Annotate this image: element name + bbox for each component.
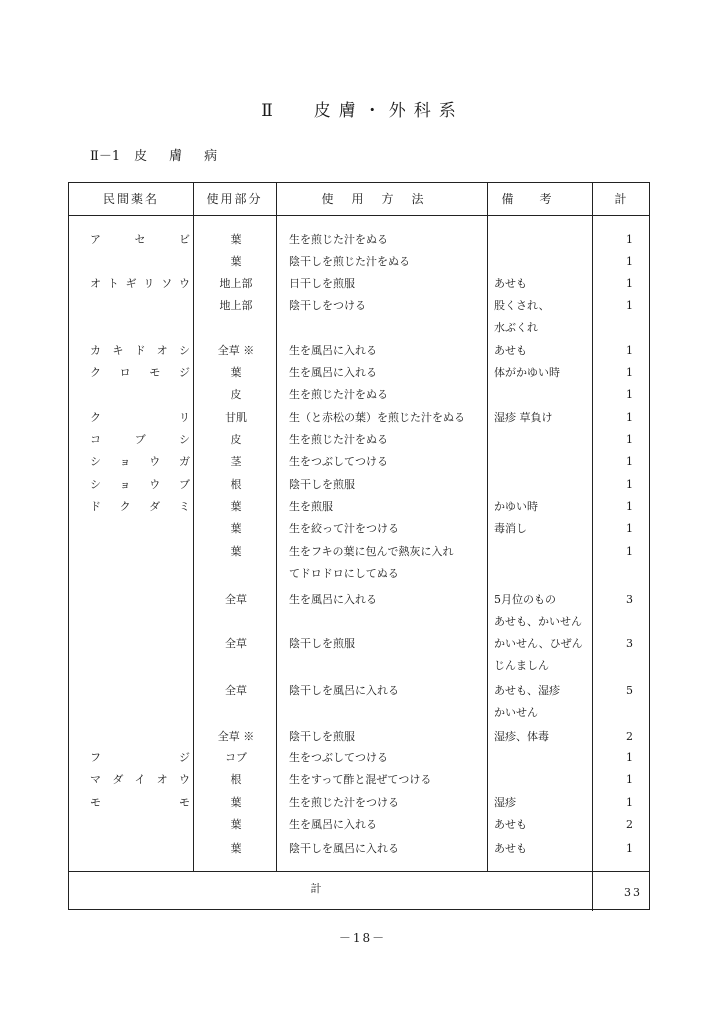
usage-method: 日干しを煎服 bbox=[289, 277, 355, 290]
count: 2 bbox=[626, 818, 633, 831]
part-used: 葉 bbox=[230, 842, 242, 855]
part-used: 地上部 bbox=[219, 299, 253, 312]
column-divider bbox=[276, 183, 277, 871]
part-used: 茎 bbox=[230, 455, 242, 468]
remarks: 水ぶくれ bbox=[494, 321, 538, 334]
remarks: 毒消し bbox=[494, 522, 527, 535]
remedy-name: カキドオシ bbox=[90, 344, 190, 357]
part-used: 葉 bbox=[230, 818, 242, 831]
usage-method: 生を煎じた汁をぬる bbox=[289, 388, 388, 401]
total-label: 計 bbox=[310, 882, 322, 895]
header-remarks: 備考 bbox=[501, 192, 578, 206]
page-number: －18－ bbox=[338, 931, 387, 945]
count: 1 bbox=[626, 478, 633, 491]
header-divider bbox=[69, 215, 649, 216]
part-used: 皮 bbox=[230, 388, 242, 401]
count: 3 bbox=[626, 593, 633, 606]
usage-method: 陰干しを風呂に入れる bbox=[289, 842, 399, 855]
part-used: 甘肌 bbox=[225, 411, 247, 424]
part-used: 葉 bbox=[230, 522, 242, 535]
chapter-title: 皮膚・外科系 bbox=[313, 101, 464, 121]
usage-method: 生をすって酢と混ぜてつける bbox=[289, 773, 432, 786]
remedy-name: モモ bbox=[90, 796, 190, 809]
count: 1 bbox=[626, 233, 633, 246]
count: 1 bbox=[626, 299, 633, 312]
usage-method: 陰干しを煎服 bbox=[289, 730, 355, 743]
remedy-name: フジ bbox=[90, 751, 190, 764]
remedy-name: ドクダミ bbox=[90, 500, 190, 513]
usage-method: 生を風呂に入れる bbox=[289, 366, 377, 379]
part-used: 葉 bbox=[230, 545, 242, 558]
usage-method: 生を煎服 bbox=[289, 500, 333, 513]
header-remedy-name: 民間薬名 bbox=[102, 192, 159, 206]
remarks: 体がかゆい時 bbox=[494, 366, 560, 379]
column-divider bbox=[487, 183, 488, 871]
page-title bbox=[0, 96, 725, 121]
part-used: 根 bbox=[230, 478, 242, 491]
part-used: 葉 bbox=[230, 500, 242, 513]
part-used: 根 bbox=[230, 773, 242, 786]
remarks: あせも bbox=[494, 842, 527, 855]
remedy-name: アセビ bbox=[90, 233, 190, 246]
usage-method: 生を煎じた汁をぬる bbox=[289, 433, 388, 446]
usage-method: 生を風呂に入れる bbox=[289, 593, 377, 606]
count: 1 bbox=[626, 522, 633, 535]
usage-method: 生を風呂に入れる bbox=[289, 344, 377, 357]
remarks: あせも、かいせん bbox=[494, 615, 582, 628]
remarks: 股くされ、 bbox=[494, 299, 550, 312]
count: 1 bbox=[626, 545, 633, 558]
usage-method: 生をフキの葉に包んで熱灰に入れ bbox=[289, 545, 454, 558]
remarks: 5月位のもの bbox=[494, 593, 556, 606]
count: 1 bbox=[626, 842, 633, 855]
remarks: かいせん、ひぜん bbox=[494, 637, 583, 650]
part-used: 全草 ※ bbox=[217, 344, 255, 357]
usage-method: 生を煎じた汁をぬる bbox=[289, 233, 388, 246]
count: 1 bbox=[626, 773, 633, 786]
header-part-used: 使用部分 bbox=[206, 192, 263, 206]
usage-method: 陰干しをつける bbox=[289, 299, 366, 312]
usage-method: てドロドロにしてぬる bbox=[289, 567, 399, 580]
remarks: 湿疹 bbox=[494, 796, 516, 809]
part-used: 葉 bbox=[230, 255, 242, 268]
usage-method: 生を煎じた汁をつける bbox=[289, 796, 399, 809]
remarks: あせも bbox=[494, 818, 527, 831]
part-used: 全草 bbox=[225, 637, 247, 650]
part-used: 地上部 bbox=[219, 277, 253, 290]
part-used: 葉 bbox=[230, 796, 242, 809]
remarks: あせも、湿疹 bbox=[494, 684, 560, 697]
remedy-name: クリ bbox=[90, 411, 190, 424]
part-used: 全草 bbox=[225, 684, 247, 697]
section-title: 皮膚病 bbox=[134, 149, 240, 164]
remarks: あせも bbox=[494, 277, 527, 290]
section-heading bbox=[90, 145, 239, 164]
usage-method: 生を絞って汁をつける bbox=[289, 522, 399, 535]
count: 1 bbox=[626, 433, 633, 446]
column-divider bbox=[193, 183, 194, 871]
remarks: 湿疹 草負け bbox=[494, 411, 553, 424]
count: 5 bbox=[626, 684, 633, 697]
total-divider bbox=[69, 871, 649, 872]
usage-method: 生をつぶしてつける bbox=[289, 455, 388, 468]
remarks: かいせん bbox=[494, 706, 538, 719]
remedy-name: クロモジ bbox=[90, 366, 190, 379]
count: 1 bbox=[626, 500, 633, 513]
count: 1 bbox=[626, 344, 633, 357]
header-count: 計 bbox=[614, 192, 627, 206]
count: 1 bbox=[626, 751, 633, 764]
count: 1 bbox=[626, 366, 633, 379]
count: 2 bbox=[626, 730, 633, 743]
remarks: かゆい時 bbox=[494, 500, 538, 513]
remedy-name: ショウブ bbox=[90, 478, 190, 491]
usage-method: 陰干しを煎じた汁をぬる bbox=[289, 255, 410, 268]
count: 3 bbox=[626, 637, 633, 650]
part-used: 皮 bbox=[230, 433, 242, 446]
part-used: コブ bbox=[225, 751, 247, 764]
remarks: あせも bbox=[494, 344, 527, 357]
usage-method: 生をつぶしてつける bbox=[289, 751, 388, 764]
part-used: 葉 bbox=[230, 366, 242, 379]
count: 1 bbox=[626, 411, 633, 424]
column-divider bbox=[592, 183, 593, 911]
part-used: 葉 bbox=[230, 233, 242, 246]
remedy-name: ショウガ bbox=[90, 455, 190, 468]
remarks: じんましん bbox=[494, 659, 549, 672]
remedy-name: コブシ bbox=[90, 433, 190, 446]
total-value: 33 bbox=[624, 886, 642, 899]
usage-method: 生（と赤松の葉）を煎じた汁をぬる bbox=[289, 411, 465, 424]
usage-method: 生を風呂に入れる bbox=[289, 818, 377, 831]
usage-method: 陰干しを風呂に入れる bbox=[289, 684, 399, 697]
count: 1 bbox=[626, 455, 633, 468]
remedy-name: マダイオウ bbox=[90, 773, 190, 786]
part-used: 全草 ※ bbox=[217, 730, 255, 743]
count: 1 bbox=[626, 388, 633, 401]
section-number: Ⅱ－1 bbox=[90, 149, 121, 164]
part-used: 全草 bbox=[225, 593, 247, 606]
count: 1 bbox=[626, 255, 633, 268]
usage-method: 陰干しを煎服 bbox=[289, 478, 355, 491]
remedy-name: オトギリソウ bbox=[90, 277, 190, 290]
remarks: 湿疹、体毒 bbox=[494, 730, 549, 743]
count: 1 bbox=[626, 277, 633, 290]
chapter-number: Ⅱ bbox=[261, 101, 276, 121]
header-method: 使用方法 bbox=[321, 192, 442, 206]
count: 1 bbox=[626, 796, 633, 809]
usage-method: 陰干しを煎服 bbox=[289, 637, 355, 650]
